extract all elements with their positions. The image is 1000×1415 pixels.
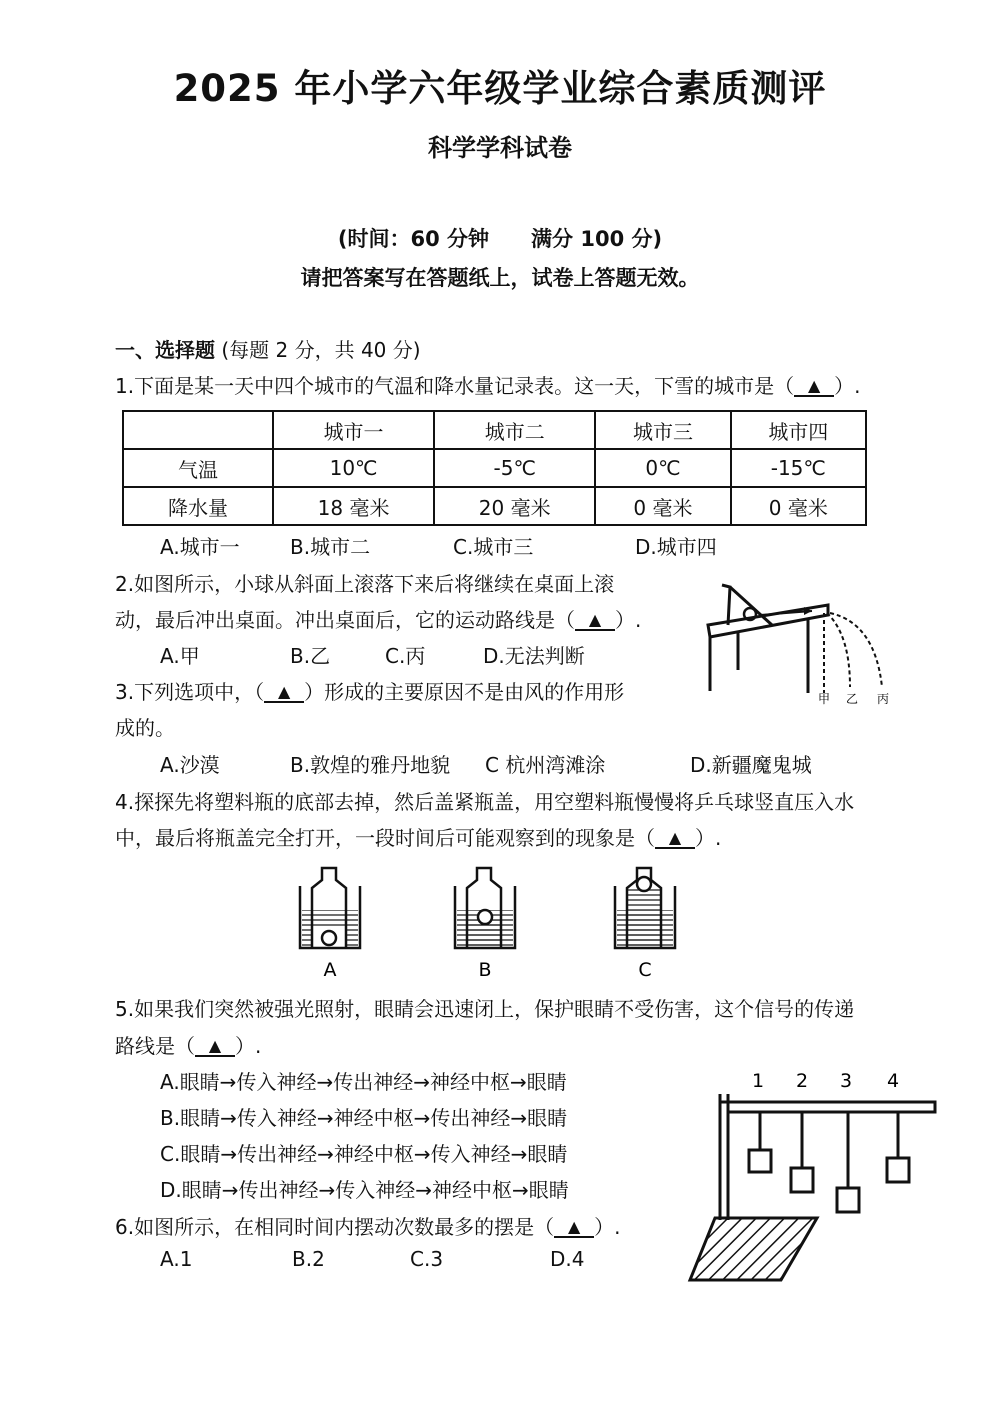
option-c[interactable]: C.3 <box>410 1247 444 1271</box>
table-cell: 城市二 <box>434 411 595 449</box>
section-score-note: (每题 2 分，共 40 分) <box>221 338 421 362</box>
table-cell: 18 毫米 <box>273 487 434 525</box>
option-b[interactable]: B.敦煌的雅丹地貌 <box>290 753 451 777</box>
section-title: 一、选择题 <box>115 338 215 362</box>
figure-label-b: B <box>478 959 492 981</box>
option-a[interactable]: A.1 <box>160 1247 193 1271</box>
question-text-end: ）. <box>695 826 722 850</box>
question-6 <box>115 1211 620 1240</box>
table-cell: 0 毫米 <box>595 487 730 525</box>
weather-table <box>122 410 867 526</box>
answer-blank[interactable]: ▲ <box>195 1037 235 1057</box>
question-2-line2 <box>115 604 641 633</box>
question-text: 动，最后冲出桌面。冲出桌面后，它的运动路线是（ <box>115 608 575 632</box>
question-text-end: ）. <box>834 374 861 398</box>
option-d[interactable]: D.眼睛→传出神经→传入神经→神经中枢→眼睛 <box>160 1178 569 1202</box>
path-label-bing: 丙 <box>877 692 890 706</box>
exam-subtitle: 科学学科试卷 <box>428 134 572 162</box>
option-c[interactable]: C 杭州湾滩涂 <box>485 753 606 777</box>
bottle-b <box>455 868 515 948</box>
table-row <box>123 487 866 525</box>
table-cell: 20 毫米 <box>434 487 595 525</box>
answer-blank[interactable]: ▲ <box>794 377 834 397</box>
pendulum-label-1: 1 <box>751 1070 765 1092</box>
question-text: 1.下面是某一天中四个城市的气温和降水量记录表。这一天，下雪的城市是（ <box>115 374 795 398</box>
question-text-end: ）. <box>615 608 642 632</box>
question-text-cont: ）形成的主要原因不是由风的作用形 <box>304 680 625 704</box>
pendulum-label-4: 4 <box>886 1070 900 1092</box>
exam-title: 2025 年小学六年级学业综合素质测评 <box>173 67 827 110</box>
path-label-yi: 乙 <box>846 692 859 706</box>
bottle-figures <box>290 858 690 983</box>
question-5-line2 <box>115 1030 261 1059</box>
option-c[interactable]: C.眼睛→传出神经→神经中枢→传入神经→眼睛 <box>160 1142 568 1166</box>
section-heading <box>115 334 421 363</box>
table-cell: 城市四 <box>731 411 866 449</box>
option-a[interactable]: A.眼睛→传入神经→传出神经→神经中枢→眼睛 <box>160 1070 567 1094</box>
question-2-line1: 2.如图所示，小球从斜面上滚落下来后将继续在桌面上滚 <box>115 572 615 596</box>
option-b[interactable]: B.乙 <box>290 644 331 668</box>
option-b[interactable]: B.2 <box>292 1247 325 1271</box>
bottle-c <box>615 868 675 948</box>
question-3-line2: 成的。 <box>115 716 175 740</box>
question-3-line1 <box>115 676 624 705</box>
pendulum-label-2: 2 <box>795 1070 809 1092</box>
answer-blank[interactable]: ▲ <box>554 1218 594 1238</box>
table-cell: -5℃ <box>434 449 595 487</box>
question-4-line2 <box>115 822 721 851</box>
table-cell: 10℃ <box>273 449 434 487</box>
question-text: 6.如图所示，在相同时间内摆动次数最多的摆是（ <box>115 1215 555 1239</box>
question-text: 路线是（ <box>115 1034 195 1058</box>
answer-blank[interactable]: ▲ <box>655 829 695 849</box>
table-header-row <box>123 411 866 449</box>
figure-label-a: A <box>323 959 337 981</box>
table-cell: 气温 <box>123 449 273 487</box>
table-row <box>123 449 866 487</box>
question-4-line1: 4.探探先将塑料瓶的底部去掉，然后盖紧瓶盖，用空塑料瓶慢慢将乒乓球竖直压入水 <box>115 790 855 814</box>
answer-blank[interactable]: ▲ <box>575 611 615 631</box>
path-label-jia: 甲 <box>818 692 831 706</box>
question-1 <box>115 370 860 399</box>
option-d[interactable]: D.城市四 <box>635 535 717 559</box>
option-b[interactable]: B.眼睛→传入神经→神经中枢→传出神经→眼睛 <box>160 1106 568 1130</box>
table-cell: 0 毫米 <box>731 487 866 525</box>
time-info: (时间：60 分钟 满分 100 分) <box>337 227 663 251</box>
table-cell: -15℃ <box>731 449 866 487</box>
pendulum-base <box>690 1218 817 1280</box>
option-a[interactable]: A.城市一 <box>160 535 240 559</box>
table-cell: 城市一 <box>273 411 434 449</box>
question-text-end: ）. <box>594 1215 621 1239</box>
table-slope-figure <box>700 575 900 710</box>
table-cell: 0℃ <box>595 449 730 487</box>
option-d[interactable]: D.4 <box>550 1247 585 1271</box>
question-text: 3.下列选项中，（ <box>115 680 265 704</box>
option-a[interactable]: A.沙漠 <box>160 753 220 777</box>
figure-label-c: C <box>638 959 652 981</box>
option-a[interactable]: A.甲 <box>160 644 200 668</box>
option-b[interactable]: B.城市二 <box>290 535 371 559</box>
option-d[interactable]: D.无法判断 <box>483 644 585 668</box>
answer-blank[interactable]: ▲ <box>264 683 304 703</box>
question-5-line1: 5.如果我们突然被强光照射，眼睛会迅速闭上，保护眼睛不受伤害，这个信号的传递 <box>115 997 855 1021</box>
option-d[interactable]: D.新疆魔鬼城 <box>690 753 812 777</box>
question-text-end: ）. <box>235 1034 262 1058</box>
table-cell: 降水量 <box>123 487 273 525</box>
option-c[interactable]: C.丙 <box>385 644 426 668</box>
table-cell <box>123 411 273 449</box>
pendulum-figure <box>685 1062 945 1287</box>
question-text: 中，最后将瓶盖完全打开，一段时间后可能观察到的现象是（ <box>115 826 655 850</box>
option-c[interactable]: C.城市三 <box>453 535 534 559</box>
answer-notice: 请把答案写在答题纸上，试卷上答题无效。 <box>300 266 700 290</box>
bottle-a <box>300 868 360 948</box>
table-cell: 城市三 <box>595 411 730 449</box>
pendulum-label-3: 3 <box>839 1070 853 1092</box>
